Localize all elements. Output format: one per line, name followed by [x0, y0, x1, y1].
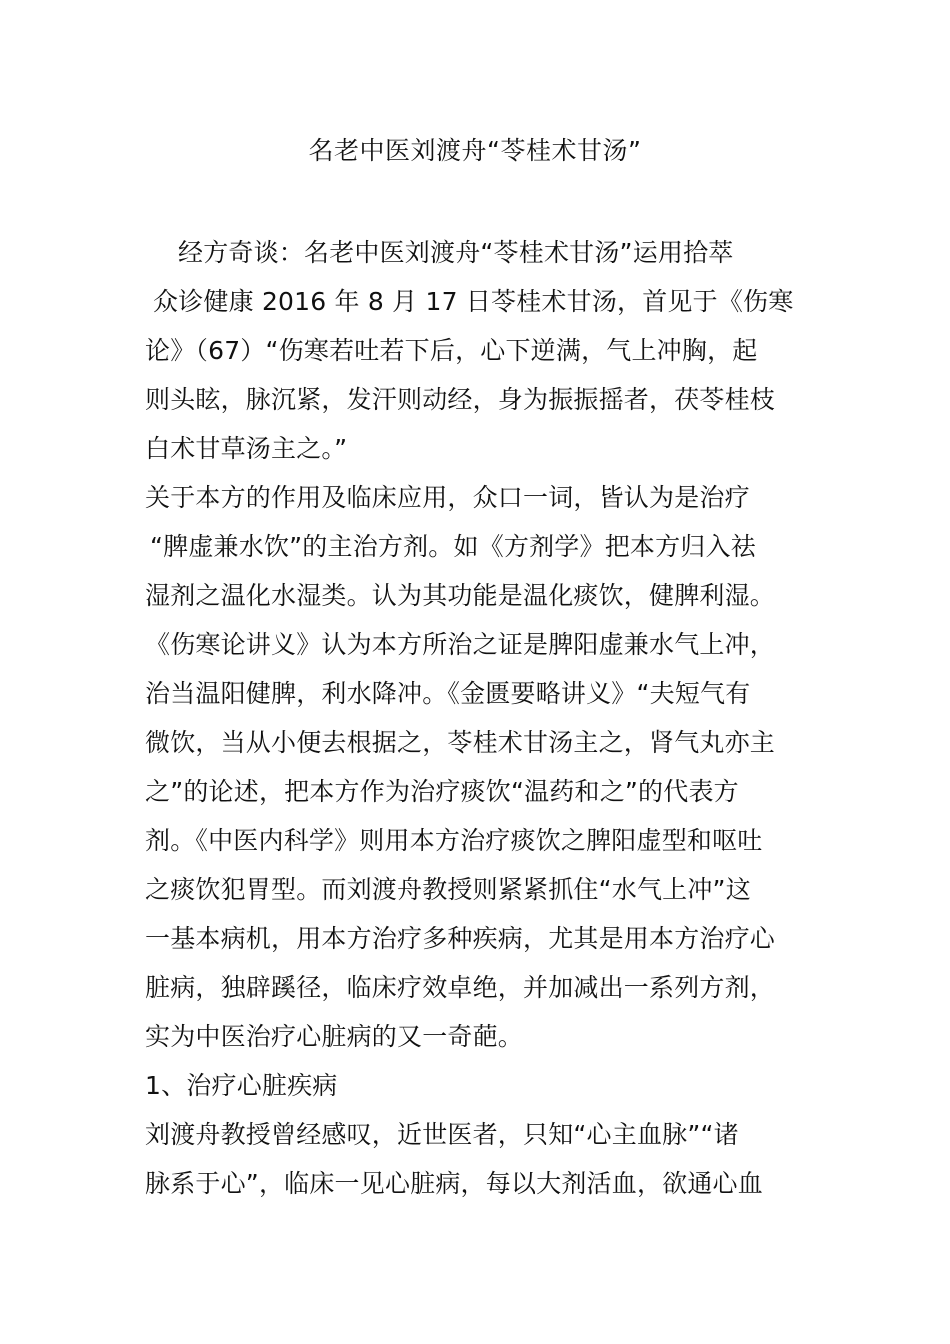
body-line: “脾虚兼水饮”的主治方剂。如《方剂学》把本方归入祛	[150, 532, 756, 561]
body-line: 刘渡舟教授曾经感叹，近世医者，只知“心主血脉”“诸	[145, 1120, 739, 1149]
body-line: 众诊健康 2016 年 8 月 17 日苓桂术甘汤，首见于《伤寒	[153, 287, 794, 316]
body-line: 白术甘草汤主之。”	[145, 434, 348, 463]
body-line: 关于本方的作用及临床应用，众口一词，皆认为是治疗	[145, 483, 750, 512]
body-line: 脏病，独辟蹊径，临床疗效卓绝，并加减出一系列方剂，	[145, 973, 776, 1002]
body-line: 一基本病机，用本方治疗多种疾病，尤其是用本方治疗心	[145, 924, 776, 953]
body-line: 剂。《中医内科学》则用本方治疗痰饮之脾阳虚型和呕吐	[145, 826, 763, 855]
body-line: 论》（67）“伤寒若吐若下后，心下逆满，气上冲胸，起	[145, 336, 758, 365]
body-line: 湿剂之温化水湿类。认为其功能是温化痰饮，健脾利湿。	[145, 581, 776, 610]
document-body	[145, 228, 805, 1208]
body-line: 经方奇谈：名老中医刘渡舟“苓桂术甘汤”运用拾萃	[178, 238, 734, 267]
body-line: 则头眩，脉沉紧，发汗则动经，身为振振摇者，茯苓桂枝	[145, 385, 776, 414]
body-line: 微饮，当从小便去根据之，苓桂术甘汤主之，肾气丸亦主	[145, 728, 776, 757]
body-line: 1、治疗心脏疾病	[145, 1071, 338, 1100]
body-line: 治当温阳健脾，利水降冲。《金匮要略讲义》“夫短气有	[145, 679, 751, 708]
body-line: 《伤寒论讲义》认为本方所治之证是脾阳虚兼水气上冲，	[145, 630, 776, 659]
body-line: 之痰饮犯胃型。而刘渡舟教授则紧紧抓住“水气上冲”这	[145, 875, 751, 904]
body-line: 实为中医治疗心脏病的又一奇葩。	[145, 1022, 524, 1051]
document-title: 名老中医刘渡舟“苓桂术甘汤”	[308, 136, 642, 165]
body-line: 脉系于心”，临床一见心脏病，每以大剂活血，欲通心血	[145, 1169, 763, 1198]
body-line: 之”的论述，把本方作为治疗痰饮“温药和之”的代表方	[145, 777, 739, 806]
